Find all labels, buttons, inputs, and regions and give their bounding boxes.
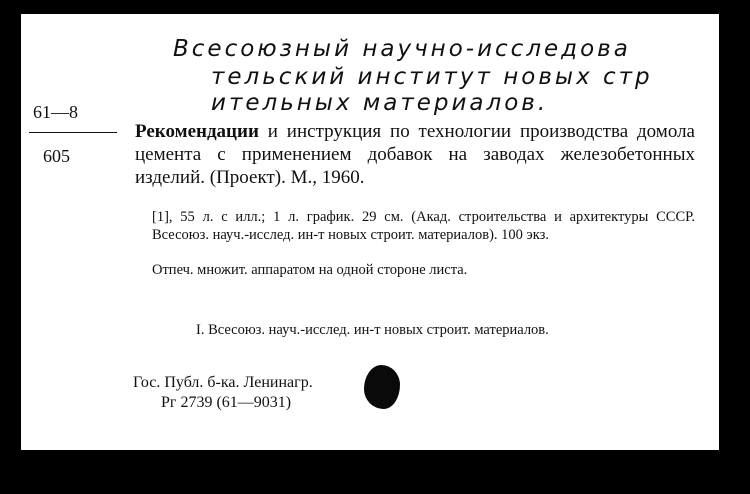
title-text: и инструкция по технологии производства домола цемента с применением добавок на заводах железобетонных изделий. (Проект). М., 1960. <box>135 121 695 188</box>
handwritten-line-1: Всесоюзный научно-исследова <box>173 36 631 62</box>
library-stamp <box>133 373 313 413</box>
physical-description: [1], 55 л. с илл.; 1 л. график. 29 см. (Акад. строительства и архитектуры СССР. Всесоюз. науч.-исслед. ин-т новых строит. материалов). 100 экз. <box>152 209 695 243</box>
print-note: Отпеч. множит. аппаратом на одной стороне листа. <box>152 262 468 278</box>
shelf-mark-bottom: 605 <box>43 146 70 166</box>
ink-blot <box>364 365 400 409</box>
catalog-card <box>21 14 719 450</box>
title-heading: Рекомендации <box>135 121 259 142</box>
handwritten-line-3: ительных материалов. <box>211 90 549 116</box>
library-stamp-line-2: Рг 2739 (61—9031) <box>161 394 292 411</box>
shelf-mark-top: 61—8 <box>33 102 78 122</box>
card-title <box>135 120 695 189</box>
shelf-mark-divider <box>29 132 117 133</box>
library-stamp-line-1: Гос. Публ. б-ка. Ленинагр. <box>133 374 313 391</box>
added-entry-tracing: I. Всесоюз. науч.-исслед. ин-т новых строит. материалов. <box>196 322 549 338</box>
handwritten-line-2: тельский институт новых стр <box>211 64 653 90</box>
